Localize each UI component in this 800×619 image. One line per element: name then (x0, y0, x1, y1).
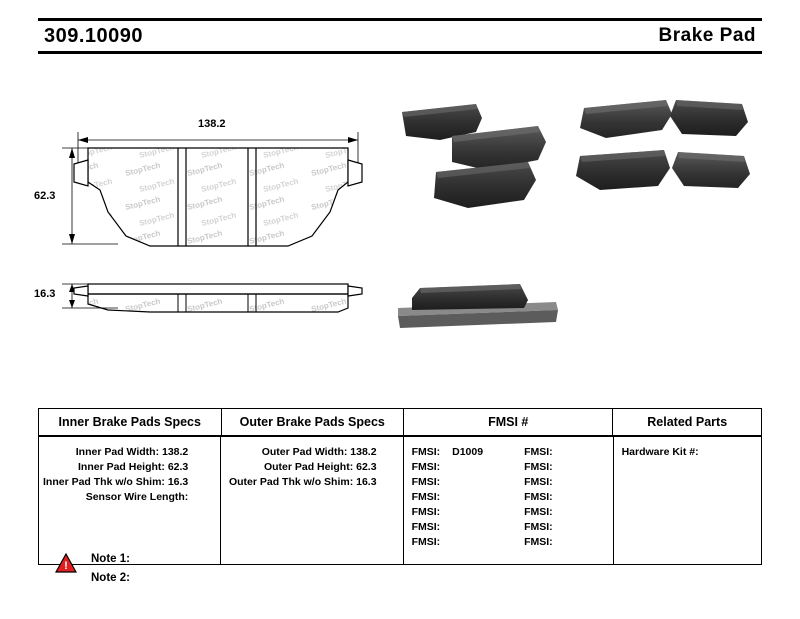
fmsi-label: FMSI: (411, 476, 441, 488)
outer-pad-thickness: Outer Pad Thk w/o Shim: 16.3 (228, 476, 377, 488)
fmsi-value (452, 520, 500, 535)
fmsi-value-2 (565, 460, 613, 475)
column-header-related-parts: Related Parts (647, 415, 728, 429)
fmsi-value (452, 460, 500, 475)
technical-drawing-area (0, 60, 800, 390)
outer-specs-cell (221, 437, 403, 564)
fmsi-label: FMSI: (411, 521, 441, 533)
fmsi-row (404, 460, 613, 475)
fmsi-row (404, 475, 613, 490)
fmsi-value: D1009 (452, 446, 484, 458)
outer-pad-width: Outer Pad Width: 138.2 (261, 446, 377, 458)
fmsi-value (452, 475, 500, 490)
fmsi-value (452, 490, 500, 505)
fmsi-row (404, 535, 613, 550)
fmsi-value-2 (565, 445, 613, 460)
fmsi-cell (404, 437, 614, 564)
document-header (38, 18, 762, 54)
fmsi-label-2: FMSI: (524, 536, 553, 548)
sensor-wire-length: Sensor Wire Length: (85, 491, 189, 503)
fmsi-value-2 (565, 475, 613, 490)
fmsi-label: FMSI: (411, 446, 441, 458)
fmsi-row (404, 490, 613, 505)
fmsi-label-2: FMSI: (524, 506, 553, 518)
thickness-dimension-label: 16.3 (34, 288, 56, 300)
inner-specs-cell (39, 437, 221, 564)
pad-photo-cluster-left (402, 104, 546, 208)
height-dimension-label: 62.3 (34, 190, 56, 202)
inner-pad-thickness: Inner Pad Thk w/o Shim: 16.3 (42, 476, 189, 488)
notes-section (55, 550, 130, 588)
inner-pad-width: Inner Pad Width: 138.2 (75, 446, 189, 458)
fmsi-value (452, 505, 500, 520)
brake-pad-diagram-svg (0, 60, 800, 390)
note-1: Note 1: (91, 553, 130, 565)
outer-pad-height: Outer Pad Height: 62.3 (263, 461, 377, 473)
specs-table-body-row (39, 437, 761, 564)
fmsi-value-2 (565, 505, 613, 520)
fmsi-row (404, 445, 613, 460)
pad-edge-view (74, 284, 362, 312)
page-title: Brake Pad (658, 25, 756, 46)
warning-triangle-icon (55, 553, 77, 578)
column-header-outer-specs: Outer Brake Pads Specs (222, 409, 405, 435)
fmsi-label-2: FMSI: (524, 461, 553, 473)
specs-table-header-row (39, 409, 761, 437)
fmsi-value-2 (565, 490, 613, 505)
column-header-fmsi: FMSI # (404, 409, 613, 435)
fmsi-label: FMSI: (411, 461, 441, 473)
fmsi-label-2: FMSI: (524, 446, 553, 458)
note-text-block (91, 550, 130, 588)
column-header-inner-specs: Inner Brake Pads Specs (39, 409, 222, 435)
fmsi-row (404, 520, 613, 535)
fmsi-value (452, 535, 500, 550)
related-parts-cell (614, 437, 761, 564)
fmsi-row (404, 505, 613, 520)
inner-pad-height: Inner Pad Height: 62.3 (78, 461, 189, 473)
pad-photo-edge-view (398, 284, 558, 328)
fmsi-value-2 (565, 520, 613, 535)
fmsi-label: FMSI: (411, 536, 441, 548)
specs-table (38, 408, 762, 565)
svg-text:!: ! (64, 560, 68, 572)
pad-photo-cluster-right (576, 100, 750, 190)
fmsi-label-2: FMSI: (524, 491, 553, 503)
fmsi-label: FMSI: (411, 506, 441, 518)
fmsi-label: FMSI: (411, 491, 441, 503)
hardware-kit-number: Hardware Kit #: (621, 446, 699, 458)
fmsi-label-2: FMSI: (524, 521, 553, 533)
fmsi-label-2: FMSI: (524, 476, 553, 488)
note-2: Note 2: (91, 572, 130, 584)
width-dimension-label: 138.2 (198, 118, 226, 130)
pad-front-outline (74, 148, 362, 246)
part-number: 309.10090 (44, 24, 144, 47)
fmsi-value-2 (565, 535, 613, 550)
